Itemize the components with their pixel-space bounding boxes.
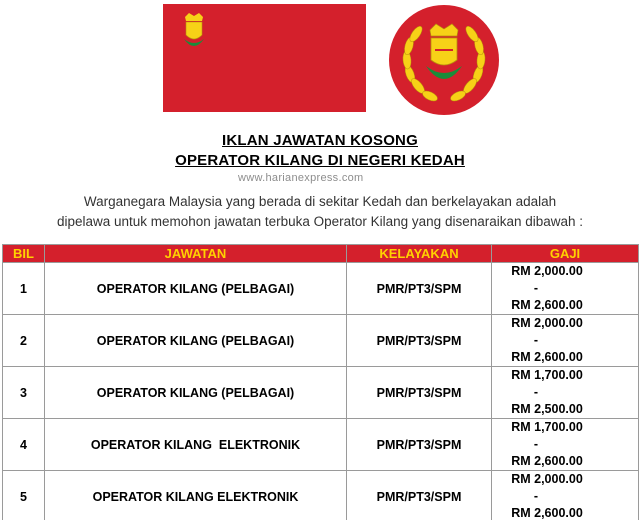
table-header-row — [3, 245, 639, 263]
gaji-max: RM 2,600.00 — [511, 350, 583, 364]
gaji-min: RM 1,700.00 — [511, 368, 583, 382]
cell-bil: 4 — [3, 419, 45, 471]
gaji-max: RM 2,600.00 — [511, 506, 583, 520]
gaji-separator: - — [533, 333, 539, 347]
cell-bil: 5 — [3, 471, 45, 520]
table-row — [3, 471, 639, 520]
header-gaji: GAJI — [492, 245, 639, 263]
cell-jawatan: OPERATOR KILANG ELEKTRONIK — [45, 471, 347, 520]
cell-jawatan: OPERATOR KILANG ELEKTRONIK — [45, 419, 347, 471]
gaji-max: RM 2,500.00 — [511, 402, 583, 416]
job-table — [2, 244, 639, 520]
gaji-separator: - — [533, 437, 539, 451]
gaji-max: RM 2,600.00 — [511, 454, 583, 468]
gaji-min: RM 1,700.00 — [511, 420, 583, 434]
page-title: IKLAN JAWATAN KOSONG — [222, 132, 418, 149]
cell-bil: 3 — [3, 367, 45, 419]
gaji-separator: - — [533, 281, 539, 295]
table-row — [3, 263, 639, 315]
cell-gaji — [492, 367, 639, 419]
cell-gaji — [492, 471, 639, 520]
gaji-min: RM 2,000.00 — [511, 316, 583, 330]
header-bil: BIL — [3, 245, 45, 263]
intro-text-line-2: dipelawa untuk memohon jawatan terbuka Operator Kilang yang disenaraikan dibawah : — [56, 214, 584, 229]
page-subtitle: OPERATOR KILANG DI NEGERI KEDAH — [175, 152, 465, 169]
cell-bil: 2 — [3, 315, 45, 367]
cell-kelayakan: PMR/PT3/SPM — [347, 263, 492, 315]
header-jawatan: JAWATAN — [45, 245, 347, 263]
header-kelayakan: KELAYAKAN — [347, 245, 492, 263]
cell-gaji — [492, 419, 639, 471]
cell-gaji — [492, 315, 639, 367]
gaji-min: RM 2,000.00 — [511, 264, 583, 278]
cell-kelayakan: PMR/PT3/SPM — [347, 471, 492, 520]
watermark: www.harianexpress.com — [238, 172, 364, 184]
table-row — [3, 367, 639, 419]
cell-jawatan: OPERATOR KILANG (PELBAGAI) — [45, 263, 347, 315]
gaji-separator: - — [533, 385, 539, 399]
cell-bil: 1 — [3, 263, 45, 315]
cell-gaji — [492, 263, 639, 315]
cell-jawatan: OPERATOR KILANG (PELBAGAI) — [45, 367, 347, 419]
table-row — [3, 315, 639, 367]
gaji-max: RM 2,600.00 — [511, 298, 583, 312]
gaji-min: RM 2,000.00 — [511, 472, 583, 486]
cell-jawatan: OPERATOR KILANG (PELBAGAI) — [45, 315, 347, 367]
cell-kelayakan: PMR/PT3/SPM — [347, 367, 492, 419]
cell-kelayakan: PMR/PT3/SPM — [347, 419, 492, 471]
gaji-separator: - — [533, 489, 539, 503]
cell-kelayakan: PMR/PT3/SPM — [347, 315, 492, 367]
intro-text-line-1: Warganegara Malaysia yang berada di sekitar Kedah dan berkelayakan adalah — [83, 194, 557, 209]
table-row — [3, 419, 639, 471]
